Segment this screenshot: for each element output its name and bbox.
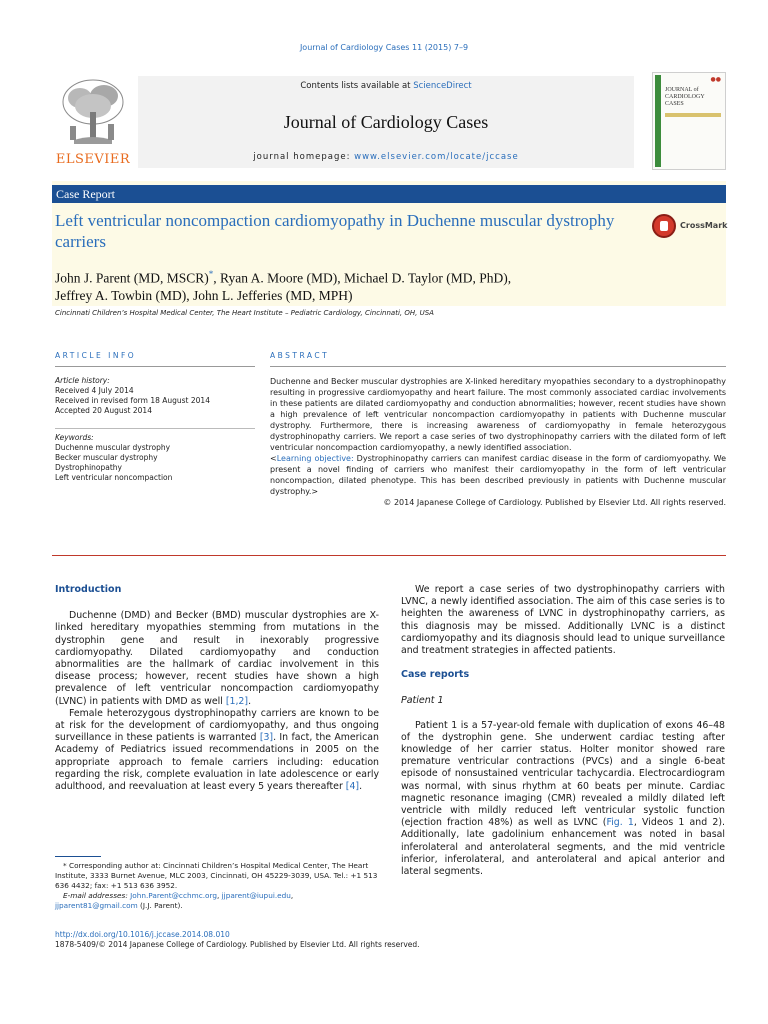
authors-line1-rest: , Ryan A. Moore (MD), Michael D. Taylor (MD, PhD),: [213, 270, 512, 286]
intro-p2-end: .: [359, 781, 363, 793]
article-type-bar: Case Report: [52, 185, 726, 203]
email-link[interactable]: jjparent81@gmail.com: [55, 901, 138, 910]
cover-title-line-3: CASES: [665, 101, 684, 107]
homepage-link[interactable]: www.elsevier.com/locate/jccase: [354, 152, 519, 162]
footnote-rule: [55, 856, 101, 857]
footnote-emails-cont: [55, 901, 379, 911]
cover-logo-icon: ●●: [710, 76, 721, 83]
reference-link[interactable]: [1,2]: [225, 695, 249, 707]
email-label: E-mail addresses:: [63, 891, 131, 900]
intro-p1-text: Duchenne (DMD) and Becker (BMD) muscular dystrophies are X-linked hereditary myopathies stemming from mutations in the dystrophin gene and result in inexorably progressive cardiomyopathy. Dilated cardiomyopathy and conduction abnormalities are the hallmark of cardiac involvement in this disease process; however, recent studies have shown a high prevalence of left ventricular noncompaction cardiomyopathy (LVNC) in patients with DMD as well: [55, 610, 379, 707]
corresponding-author-marker[interactable]: *: [208, 269, 214, 279]
accepted-date: Accepted 20 August 2014: [55, 406, 152, 415]
homepage-line: [138, 152, 634, 162]
crossmark-icon: [652, 214, 676, 238]
email-link[interactable]: John.Parent@cchmc.org: [130, 891, 217, 900]
learning-objective-text: Dystrophinopathy carriers can manifest cardiac disease in the form of cardiomyopathy. We present a novel finding of carriers who manifest their cardiomyopathy in the form of left ventricular noncompaction, dilated phenotype. This has been described previously in patients with Duchenne muscular dystrophy.>: [270, 454, 726, 496]
crossmark-label: CrossMark: [680, 221, 728, 230]
patient-1-text-cont: , Videos 1 and 2). Additionally, late gadolinium enhancement was noted in basal inferolateral and anterolateral segments, and the mid ventricle inferior, inferolateral, and anterolateral and apical anterior and lateral segments.: [401, 817, 725, 878]
abstract-paragraph: Duchenne and Becker muscular dystrophies are X-linked hereditary myopathies secondary to a dystrophinopathy resulting in progressive cardiomyopathy and heart failure. The most commonly associated cardiac involvements in these patients are dilated cardiomyopathy and conduction abnormalities; however, recent studies have shown a high prevalence of left ventricular noncompaction cardiomyopathy in patients with Duchenne muscular dystrophy. Furthermore, there is increasing awareness of cardiomyopathy in female heterozygous dystrophinopathy carriers. We report a case series of two dystrophinopathy carriers with the dilated form of left ventricular noncompaction cardiomyopathy, a newly identified association.: [270, 377, 726, 452]
case-reports-heading: Case reports: [401, 669, 470, 681]
section-divider: [52, 555, 726, 556]
masthead: [52, 72, 726, 172]
sciencedirect-link[interactable]: ScienceDirect: [413, 81, 472, 91]
intro-p1-end: .: [248, 695, 252, 707]
crossmark-button[interactable]: [652, 214, 728, 238]
intro-p2-text-cont: . In fact, the American Academy of Pediatrics issued recommendations in 2005 on the appropriate approach to female carriers including: education regarding the risk, complete evaluation in late adolescence or early adulthood, and reevaluation at least every 5 years thereafter: [55, 732, 379, 793]
cover-strip: [665, 113, 721, 117]
keywords-label: Keywords:: [55, 433, 94, 442]
article-info-heading: ARTICLE INFO: [55, 351, 137, 360]
author-parent: John J. Parent (MD, MSCR): [55, 270, 209, 286]
cover-spine: [655, 75, 661, 167]
intro-paragraph-1: [55, 610, 379, 708]
author-list: [55, 266, 715, 304]
keyword: Dystrophinopathy: [55, 463, 122, 472]
corresponding-author-footnote: [55, 861, 379, 911]
intro-paragraph-2: [55, 708, 379, 793]
keyword: Duchenne muscular dystrophy: [55, 443, 171, 452]
masthead-center: [138, 76, 634, 168]
running-head[interactable]: Journal of Cardiology Cases 11 (2015) 7–9: [299, 43, 469, 52]
figure-link[interactable]: Fig. 1: [606, 817, 634, 829]
received-date: Received 4 July 2014: [55, 386, 134, 395]
reference-link[interactable]: [3]: [259, 732, 274, 744]
elsevier-logo[interactable]: [52, 72, 134, 172]
cover-title-line-1: JOURNAL of: [665, 87, 699, 93]
footnote-text: Corresponding author at: Cincinnati Children’s Hospital Medical Center, The Heart Institute, 3333 Burnet Avenue, MLC 2003, Cincinnati, OH 45229-3039, USA. Tel.: +1 513 636 4432; fax: +1 513 636 3952.: [55, 861, 378, 890]
cover-title: [665, 87, 723, 108]
cover-title-line-2: CARDIOLOGY: [665, 94, 705, 100]
affiliation: Cincinnati Children’s Hospital Medical Center, The Heart Institute – Pediatric Cardiology, Cincinnati, OH, USA: [55, 309, 434, 317]
footnote-emails: [55, 891, 379, 901]
body-column-right: [401, 584, 725, 878]
doi-block: [55, 930, 555, 950]
contents-prefix: Contents lists available at: [300, 81, 414, 91]
learning-objective: [270, 453, 726, 497]
intro-p2-text: Female heterozygous dystrophinopathy carriers are known to be at risk for the development of cardiomyopathy, and thus ongoing surveillance in these patients is warranted: [55, 707, 379, 744]
aim-paragraph: We report a case series of two dystrophinopathy carriers with LVNC, a newly identified association. The aim of this case series is to heighten the awareness of LVNC in dystrophinopathy carriers, as this diagnosis may be missed. Additionally LVNC is a distinct cardiomyopathy and its diagnosis should lead to unique surveillance and treatment strategies in affected patients.: [401, 584, 725, 657]
elsevier-wordmark: ELSEVIER: [55, 152, 131, 167]
journal-title: Journal of Cardiology Cases: [283, 112, 489, 132]
doi-link[interactable]: http://dx.doi.org/10.1016/j.jccase.2014.08.010: [55, 930, 230, 939]
article-title: Left ventricular noncompaction cardiomyopathy in Duchenne muscular dystrophy carriers: [55, 211, 615, 251]
patient-1-paragraph: [401, 720, 725, 879]
learning-objective-label: Learning objective:: [276, 454, 354, 463]
revised-date: Received in revised form 18 August 2014: [55, 396, 210, 405]
elsevier-tree-icon: [60, 76, 126, 148]
lo-open: <: [270, 454, 277, 463]
article-info-rule: [55, 366, 255, 367]
contents-line: [138, 81, 634, 91]
email-link[interactable]: jjparent@iupui.edu: [221, 891, 291, 900]
keyword: Becker muscular dystrophy: [55, 453, 158, 462]
email-separator: ,: [290, 891, 294, 900]
authors-line2: Jeffrey A. Towbin (MD), John L. Jefferies (MD, MPH): [55, 287, 353, 303]
introduction-heading: Introduction: [55, 584, 122, 595]
article-history: [55, 376, 255, 416]
footnote-address: [55, 861, 379, 891]
email-suffix: (J.J. Parent).: [137, 901, 183, 910]
footnote-star: *: [63, 861, 67, 870]
keywords-rule: [55, 428, 255, 429]
reference-link[interactable]: [4]: [345, 781, 360, 793]
keywords-block: [55, 433, 255, 483]
abstract-body: [270, 376, 726, 508]
email-separator: ,: [217, 891, 222, 900]
patient-1-text: Patient 1 is a 57-year-old female with duplication of exons 46–48 of the dystrophin gene. She underwent cardiac testing after knowledge of her carrier status. Holter monitor showed rare premature ventricular contractions (PVCs) and a single 6-beat episode of nonsustained ventricular tachycardia. Electrocardiogram was normal, with sinus rhythm at 60 beats per minute. Cardiac magnetic resonance imaging (CMR) revealed a mildly dilated left ventricle with mildly reduced left ventricular systolic function (ejection fraction 48%) as well as LVNC (: [401, 719, 725, 829]
rights-statement: 1878-5409/© 2014 Japanese College of Cardiology. Published by Elsevier Ltd. All rights reserved.: [55, 940, 420, 949]
body-column-left: [55, 584, 379, 793]
abstract-heading: ABSTRACT: [270, 351, 330, 360]
keyword: Left ventricular noncompaction: [55, 473, 173, 482]
homepage-prefix: journal homepage:: [253, 152, 355, 162]
history-label: Article history:: [55, 376, 110, 385]
patient-1-heading: Patient 1: [401, 695, 444, 707]
abstract-rule: [270, 366, 726, 367]
abstract-copyright: © 2014 Japanese College of Cardiology. Published by Elsevier Ltd. All rights reserved.: [383, 498, 726, 507]
journal-cover-thumbnail[interactable]: [652, 72, 726, 170]
